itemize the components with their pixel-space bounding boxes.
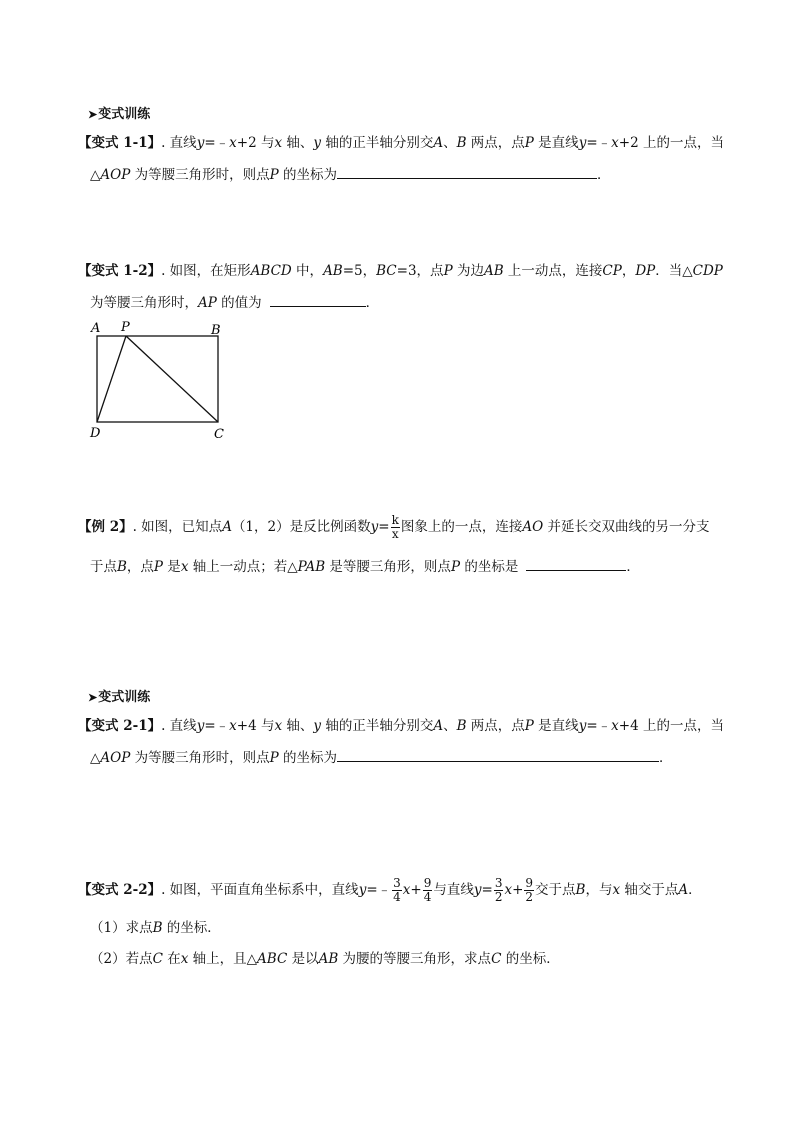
rectangle-abcd [97, 336, 218, 422]
var: y [313, 718, 322, 734]
var: C [152, 951, 163, 967]
var: AOP [100, 167, 131, 183]
text: +4 与 [236, 718, 275, 734]
text: 是 [163, 559, 181, 575]
var: AOP [100, 750, 131, 766]
var: ABCD [250, 263, 292, 279]
denominator: 2 [525, 890, 534, 904]
text: 的坐标为 [278, 167, 337, 183]
text: 为腰的等腰三角形，求点 [338, 951, 492, 967]
text: +2 上的一点，当 [618, 135, 724, 151]
text: = [481, 882, 493, 898]
text: ， [621, 263, 636, 279]
exercise-1-2-line-2 [90, 292, 379, 313]
text: ． [596, 167, 611, 183]
exercise-1-1-line-2 [90, 164, 610, 185]
label-a: A [91, 321, 101, 336]
var: AB [483, 263, 504, 279]
var: x [504, 882, 513, 898]
numerator: 3 [494, 876, 503, 890]
fraction-3-4 [392, 877, 402, 904]
fraction-9-2 [524, 877, 534, 904]
text: 、 [443, 718, 457, 734]
var: y [578, 135, 587, 151]
var: x [611, 718, 619, 734]
text: 、 [443, 135, 457, 151]
var: A [433, 135, 444, 151]
text: 轴交于点 [620, 882, 679, 898]
section-heading-1 [88, 103, 150, 122]
text: . 直线 [161, 718, 197, 734]
var: AO [522, 519, 544, 535]
exercise-2-2-question-1 [90, 918, 221, 938]
var: x [612, 882, 621, 898]
exercise-label: 【例 2】 [78, 519, 133, 535]
text: 两点，点 [466, 718, 525, 734]
answer-blank[interactable] [526, 556, 626, 571]
label-c: C [214, 427, 224, 442]
arrow-icon: ➤ [88, 691, 98, 704]
example-2-line-1 [78, 514, 709, 541]
text: =﹣ [366, 882, 392, 898]
var: DP [635, 263, 656, 279]
var: y [358, 882, 367, 898]
section-heading-2 [88, 686, 150, 705]
var: x [402, 882, 411, 898]
text: 是直线 [533, 135, 579, 151]
text: ．当△ [655, 263, 693, 279]
text: △ [90, 167, 101, 183]
section-heading-text: 变式训练 [98, 690, 151, 705]
answer-blank[interactable] [337, 747, 659, 762]
text: 轴的正半轴分别交 [321, 718, 434, 734]
var: x [180, 951, 189, 967]
text: 轴、 [282, 135, 314, 151]
var: x [611, 135, 619, 151]
denominator: x [391, 527, 399, 541]
var: y [578, 718, 587, 734]
text: 的坐标是 [460, 559, 519, 575]
text: ． [658, 750, 673, 766]
var: P [269, 750, 279, 766]
text: ，点 [126, 559, 154, 575]
text: + [410, 882, 422, 898]
numerator: k [391, 513, 399, 527]
exercise-2-1-line-1 [78, 716, 724, 736]
text: △ [90, 750, 101, 766]
segment-pc [126, 336, 218, 422]
exercise-label: 【变式 1-1】 [78, 135, 162, 151]
label-d: D [90, 426, 101, 441]
text: ． [688, 882, 702, 898]
var: A [222, 519, 232, 535]
exercise-1-2-line-1 [78, 261, 723, 281]
text: . 如图，在矩形 [161, 263, 251, 279]
text: =﹣ [204, 135, 230, 151]
text: =﹣ [586, 135, 612, 151]
var: ABC [257, 951, 288, 967]
var: P [524, 718, 534, 734]
text: + [512, 882, 524, 898]
text: 的值为 [216, 295, 262, 311]
var: P [450, 559, 461, 575]
exercise-2-1-line-2 [90, 747, 672, 768]
text: ，与 [585, 882, 613, 898]
text: 轴上，且△ [188, 951, 258, 967]
text: +2 与 [236, 135, 275, 151]
exercise-label: 【变式 1-2】 [78, 263, 162, 279]
exercise-2-2-line-1 [78, 877, 702, 904]
text: 为等腰三角形时，则点 [130, 167, 270, 183]
var: C [491, 951, 502, 967]
var: x [274, 718, 283, 734]
var: y [196, 718, 205, 734]
text: 图象上的一点，连接 [400, 519, 523, 535]
var: A [678, 882, 689, 898]
segment-pd [97, 336, 126, 422]
var: P [269, 167, 279, 183]
text: 并延长交双曲线的另一分支 [543, 519, 710, 535]
var: B [456, 135, 467, 151]
text: 在 [162, 951, 181, 967]
text: = [378, 519, 390, 535]
text: =﹣ [586, 718, 612, 734]
var: P [524, 135, 534, 151]
exercise-2-2-question-2 [90, 949, 560, 969]
var: x [229, 135, 237, 151]
var: CDP [692, 263, 723, 279]
var: PAB [297, 559, 326, 575]
fraction-3-2 [494, 877, 504, 904]
answer-blank[interactable] [337, 164, 597, 179]
text: . 直线 [161, 135, 197, 151]
var: y [473, 882, 482, 898]
var: B [117, 559, 127, 575]
text: 为边 [452, 263, 484, 279]
denominator: 4 [423, 890, 432, 904]
var: B [152, 920, 163, 936]
var: CP [602, 263, 622, 279]
var: BC [376, 263, 397, 279]
text: . 如图，已知点 [132, 519, 223, 535]
text: 上一动点，连接 [503, 263, 603, 279]
text: （2）若点 [90, 951, 153, 967]
text: =﹣ [204, 718, 230, 734]
var: y [196, 135, 205, 151]
text: 的坐标． [501, 951, 560, 967]
text: 是等腰三角形，则点 [325, 559, 451, 575]
text: 与直线 [433, 882, 474, 898]
var: AB [323, 263, 343, 279]
text: 为等腰三角形时， [90, 295, 198, 311]
var: AB [318, 951, 339, 967]
text: =3，点 [396, 263, 444, 279]
text: =5， [342, 263, 377, 279]
var: P [443, 263, 453, 279]
rectangle-figure [85, 318, 235, 444]
exercise-label: 【变式 2-1】 [78, 718, 162, 734]
denominator: 4 [393, 890, 401, 904]
label-b: B [211, 323, 221, 338]
text: 为等腰三角形时，则点 [130, 750, 270, 766]
var: AP [198, 295, 217, 311]
text: 中， [291, 263, 324, 279]
text: 是直线 [533, 718, 579, 734]
text: ． [365, 295, 380, 311]
exercise-1-1-line-1 [78, 133, 724, 153]
var: x [229, 718, 237, 734]
label-p: P [121, 320, 130, 335]
var: A [433, 718, 444, 734]
var: y [370, 519, 379, 535]
numerator: 9 [525, 876, 534, 890]
text: 于点 [90, 559, 117, 575]
arrow-icon: ➤ [88, 108, 98, 121]
denominator: 2 [494, 890, 503, 904]
exercise-label: 【变式 2-2】 [78, 882, 162, 898]
var: x [274, 135, 283, 151]
var: P [153, 559, 164, 575]
text: ． [626, 559, 640, 575]
text: 轴的正半轴分别交 [321, 135, 434, 151]
text: 轴上一动点；若△ [188, 559, 298, 575]
example-2-line-2 [90, 556, 640, 577]
var: y [313, 135, 322, 151]
answer-blank[interactable] [270, 292, 366, 307]
text: 两点，点 [466, 135, 525, 151]
text: （1）求点 [90, 920, 153, 936]
text: 是以 [287, 951, 319, 967]
var: B [575, 882, 586, 898]
text: 的坐标为 [278, 750, 337, 766]
fraction-k-over-x [391, 514, 400, 541]
var: B [456, 718, 467, 734]
fraction-9-4 [423, 877, 433, 904]
numerator: 9 [423, 876, 432, 890]
text: +4 上的一点，当 [618, 718, 724, 734]
text: 的坐标． [162, 920, 221, 936]
section-heading-text: 变式训练 [98, 107, 151, 122]
text: . 如图，平面直角坐标系中，直线 [161, 882, 359, 898]
text: 轴、 [282, 718, 314, 734]
var: x [180, 559, 189, 575]
text: 交于点 [535, 882, 576, 898]
numerator: 3 [393, 876, 401, 890]
text: （1，2）是反比例函数 [231, 519, 371, 535]
